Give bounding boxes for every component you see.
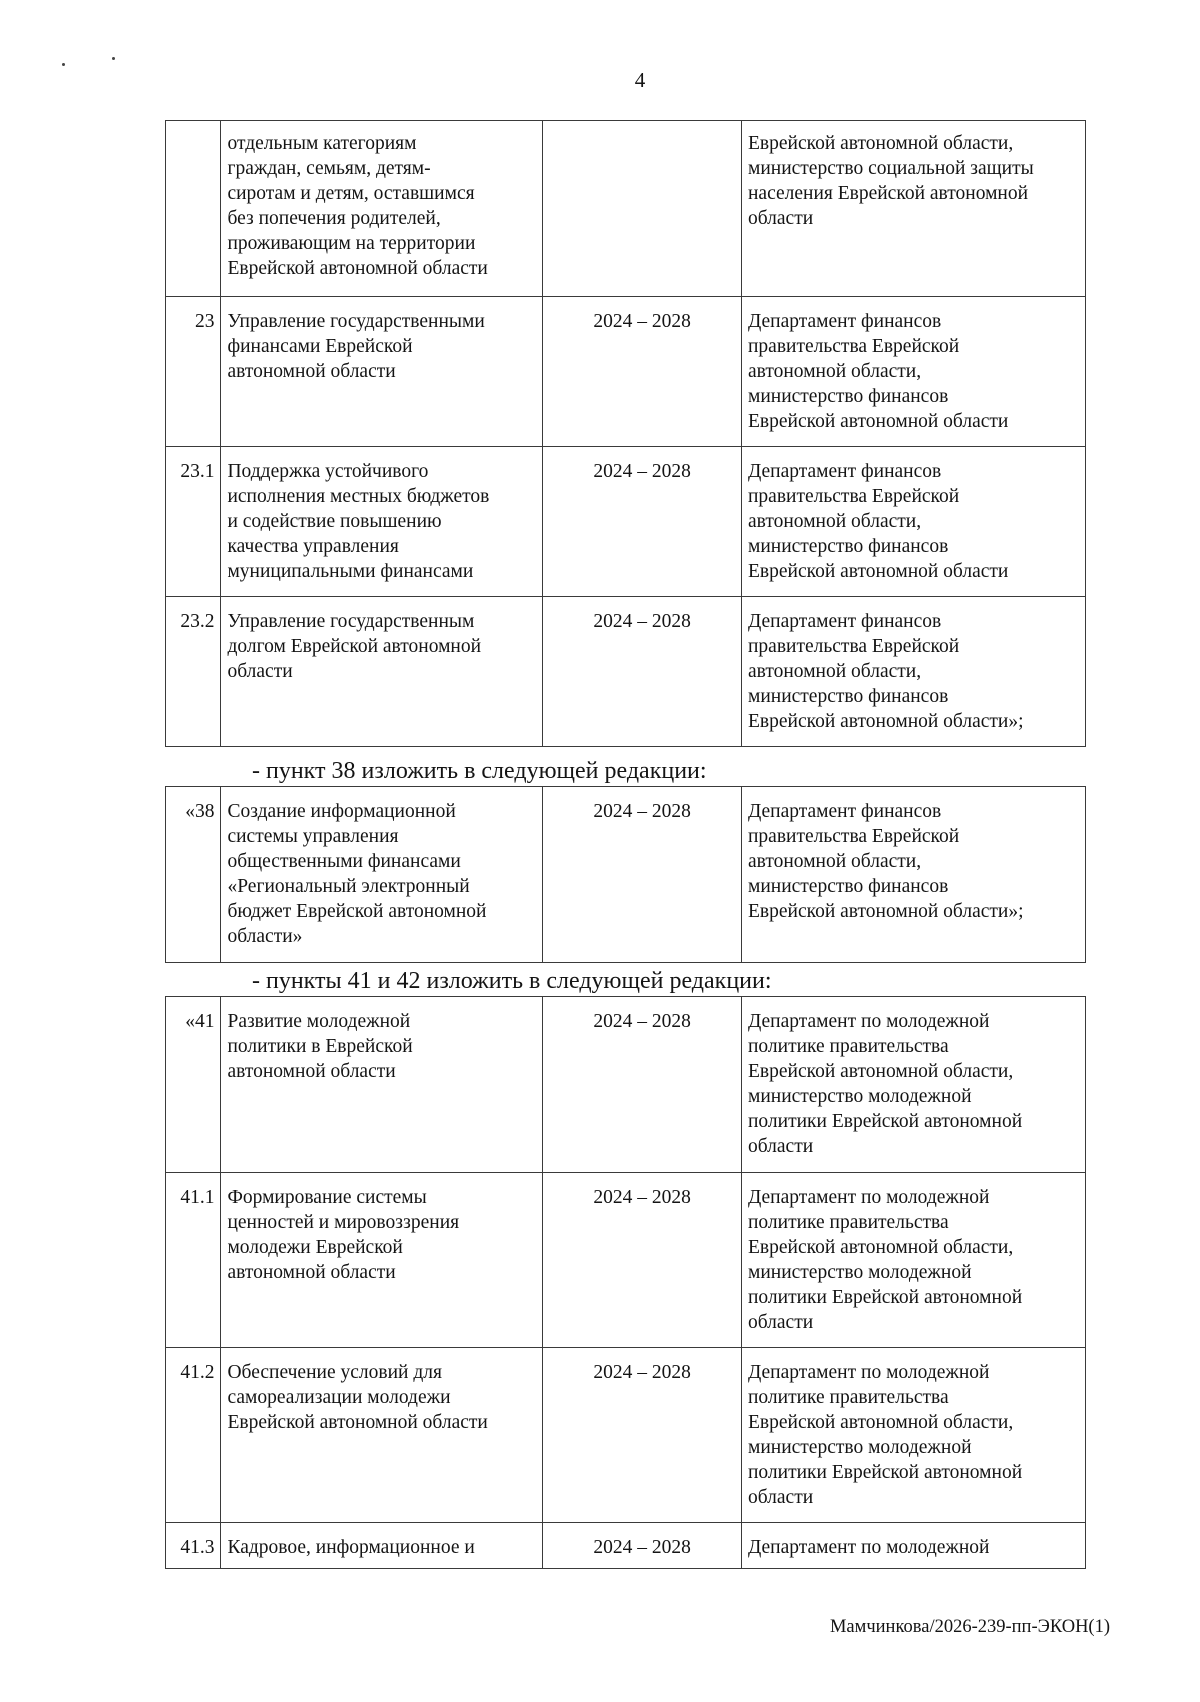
row-name-cell: Управление государственным долгом Еврейской автономной области [221,597,543,747]
row-executors-cell: Департамент по молодежной политике правительства Еврейской автономной области, министерство молодежной политики Еврейской автономной области [741,1348,1085,1523]
page-number: 4 [634,68,646,92]
amendment-instruction: - пункты 41 и 42 изложить в следующей редакции: [252,968,772,994]
row-period-cell: 2024 – 2028 [543,1523,742,1569]
row-name-cell: Создание информационной системы управления общественными финансами «Региональный электронный бюджет Еврейской автономной области» [221,787,543,963]
row-number-cell: 23 [166,297,221,447]
table-row [166,997,1086,1173]
table-row [166,1173,1086,1348]
amendment-instruction: - пункт 38 изложить в следующей редакции: [252,758,707,784]
row-name-cell: Поддержка устойчивого исполнения местных бюджетов и содействие повышению качества управления муниципальными финансами [221,447,543,597]
row-number-cell: 41.1 [166,1173,221,1348]
row-period-cell [543,121,742,297]
row-name-cell: Кадровое, информационное и [221,1523,543,1569]
program-table-item-38 [165,786,1086,963]
row-executors-cell: Департамент по молодежной политике правительства Еврейской автономной области, министерство молодежной политики Еврейской автономной области [741,1173,1085,1348]
table-row [166,1523,1086,1569]
row-period-cell: 2024 – 2028 [543,297,742,447]
table-row [166,297,1086,447]
row-name-cell: Обеспечение условий для самореализации молодежи Еврейской автономной области [221,1348,543,1523]
row-executors-cell: Департамент финансов правительства Еврейской автономной области, министерство финансов Еврейской автономной области [741,447,1085,597]
row-number-cell: 23.2 [166,597,221,747]
row-number-cell [166,121,221,297]
document-code-footer: Мамчинкова/2026-239-пп-ЭКОН(1) [829,1617,1110,1637]
row-executors-cell: Департамент финансов правительства Еврейской автономной области, министерство финансов Еврейской автономной области»; [741,787,1085,963]
scan-artifact-dot [112,57,115,60]
row-name-cell: Формирование системы ценностей и мировоззрения молодежи Еврейской автономной области [221,1173,543,1348]
row-executors-cell: Департамент по молодежной политике правительства Еврейской автономной области, министерство молодежной политики Еврейской автономной области [741,997,1085,1173]
table-row [166,787,1086,963]
table-row [166,121,1086,297]
row-executors-cell: Департамент финансов правительства Еврейской автономной области, министерство финансов Еврейской автономной области [741,297,1085,447]
row-executors-cell: Еврейской автономной области, министерство социальной защиты населения Еврейской автономной области [741,121,1085,297]
row-executors-cell: Департамент по молодежной [741,1523,1085,1569]
table-row [166,597,1086,747]
row-period-cell: 2024 – 2028 [543,1173,742,1348]
row-period-cell: 2024 – 2028 [543,447,742,597]
row-period-cell: 2024 – 2028 [543,1348,742,1523]
table-row [166,1348,1086,1523]
row-number-cell: 41.3 [166,1523,221,1569]
scan-artifact-dot [62,63,65,66]
row-name-cell: Развитие молодежной политики в Еврейской автономной области [221,997,543,1173]
row-number-cell: 23.1 [166,447,221,597]
row-period-cell: 2024 – 2028 [543,787,742,963]
row-executors-cell: Департамент финансов правительства Еврейской автономной области, министерство финансов Еврейской автономной области»; [741,597,1085,747]
row-period-cell: 2024 – 2028 [543,997,742,1173]
table-row [166,447,1086,597]
row-period-cell: 2024 – 2028 [543,597,742,747]
row-number-cell: «41 [166,997,221,1173]
program-table-items-41-42 [165,996,1086,1569]
row-name-cell: отдельным категориям граждан, семьям, детям- сиротам и детям, оставшимся без попечения родителей, проживающим на территории Еврейской автономной области [221,121,543,297]
row-number-cell: 41.2 [166,1348,221,1523]
row-name-cell: Управление государственными финансами Еврейской автономной области [221,297,543,447]
row-number-cell: «38 [166,787,221,963]
program-table-continued [165,120,1086,747]
